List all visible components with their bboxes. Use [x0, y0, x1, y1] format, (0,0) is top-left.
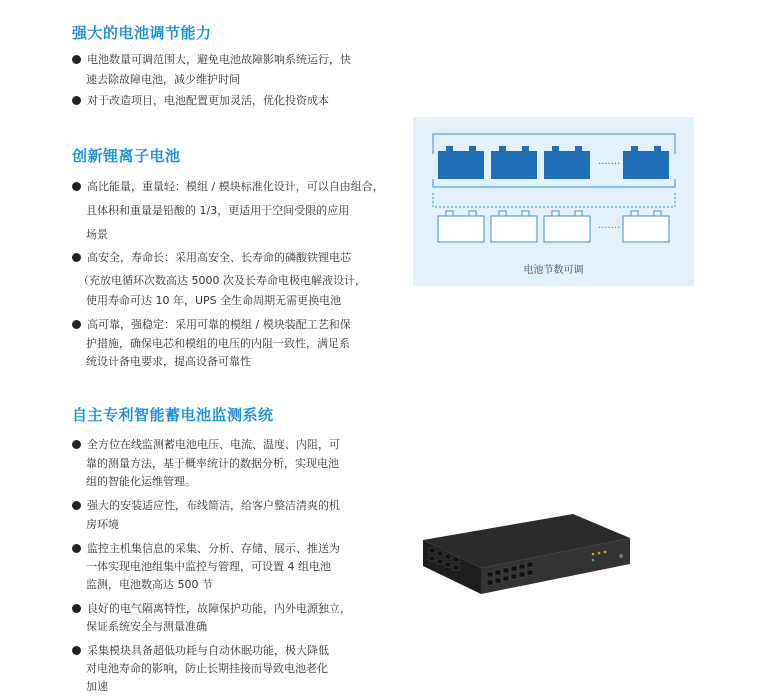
bullet-continuation: 一体实现电池组集中监控与管理，可设置 4 组电池: [86, 560, 331, 573]
ellipsis-bottom: ·······: [598, 223, 621, 234]
bullet-dot-icon: [72, 253, 81, 262]
section-title-lithium-battery: 创新锂离子电池: [72, 147, 181, 165]
battery-terminals-bottom: [446, 211, 661, 216]
bullet-item: [72, 248, 351, 268]
battery-terminals-top: [446, 146, 661, 151]
bullet-continuation: 且体积和重量是铅酸的 1/3，更适用于空间受限的应用: [86, 204, 350, 217]
bullet-item: [72, 91, 329, 111]
bullet-item: [72, 539, 340, 559]
monitoring-host-device-image: [415, 510, 635, 610]
bullet-continuation: 速去除故障电池，减少维护时间: [86, 73, 240, 86]
bullet-continuation: 保证系统安全与测量准确: [86, 620, 207, 633]
bullet-text: 强大的安装适应性，布线简洁，给客户整洁清爽的机: [87, 499, 340, 512]
bullet-continuation: 加速: [86, 680, 108, 693]
bullet-dot-icon: [72, 182, 81, 191]
bullet-text: 高可靠，强稳定：采用可靠的模组 / 模块装配工艺和保: [87, 318, 351, 331]
bullet-text: 电池数量可调范围大，避免电池故障影响系统运行，快: [87, 53, 351, 66]
bullet-continuation: 使用寿命可达 10 年，UPS 全生命周期无需更换电池: [86, 294, 342, 307]
bullet-continuation: 对电池寿命的影响，防止长期挂接而导致电池老化: [86, 662, 328, 675]
bullet-continuation: （充放电循环次数高达 5000 次及长寿命电极电解液设计，: [78, 274, 366, 287]
bullet-continuation: 组的智能化运维管理。: [86, 475, 196, 488]
bullet-continuation: 场景: [86, 228, 108, 241]
battery-dark: [438, 151, 669, 179]
bullet-continuation: 靠的测量方法，基于概率统计的数据分析，实现电池: [86, 457, 339, 470]
bullet-dot-icon: [72, 55, 81, 64]
bullet-item: [72, 50, 351, 70]
bullet-text: 对于改造项目，电池配置更加灵活，优化投资成本: [87, 94, 329, 107]
bullet-text: 监控主机集信息的采集、分析、存储、展示、推送为: [87, 542, 340, 555]
section-title-battery-adjust: 强大的电池调节能力: [72, 24, 212, 42]
bullet-continuation: 监测，电池数高达 500 节: [86, 578, 213, 591]
power-button-icon: [619, 554, 623, 558]
bullet-item: [72, 177, 384, 197]
bullet-dot-icon: [72, 604, 81, 613]
bullet-item: [72, 435, 340, 455]
bullet-text: 高比能量，重量轻：模组 / 模块标准化设计，可以自由组合，: [87, 180, 384, 193]
bus-line-middle: [433, 179, 675, 187]
bullet-item: [72, 315, 351, 335]
battery-count-diagram: [413, 117, 694, 286]
bullet-item: [72, 641, 329, 661]
bullet-dot-icon: [72, 440, 81, 449]
section-title-battery-monitoring: 自主专利智能蓄电池监测系统: [72, 406, 274, 424]
bullet-text: 采集模块具备超低功耗与自动休眠功能，极大降低: [87, 644, 329, 657]
bullet-text: 全方位在线监测蓄电池电压、电流、温度、内阻，可: [87, 438, 340, 451]
bullet-dot-icon: [72, 320, 81, 329]
bullet-text: 高安全，寿命长：采用高安全、长寿命的磷酸铁锂电芯: [87, 251, 351, 264]
bullet-dot-icon: [72, 501, 81, 510]
bullet-dot-icon: [72, 544, 81, 553]
battery-outline: [438, 216, 669, 242]
bullet-text: 良好的电气隔离特性，故障保护功能，内外电源独立，: [87, 602, 351, 615]
bullet-dot-icon: [72, 646, 81, 655]
bullet-dot-icon: [72, 96, 81, 105]
bullet-item: [72, 496, 340, 516]
bullet-continuation: 护措施，确保电芯和模组的电压的内阻一致性，满足系: [86, 337, 350, 350]
bus-line-lower: [433, 193, 675, 207]
diagram-caption: 电池节数可调: [523, 265, 584, 276]
ellipsis-top: ·······: [598, 159, 621, 170]
bullet-continuation: 房环境: [86, 518, 119, 531]
bullet-item: [72, 599, 351, 619]
bullet-continuation: 统设计备电要求，提高设备可靠性: [86, 355, 251, 368]
